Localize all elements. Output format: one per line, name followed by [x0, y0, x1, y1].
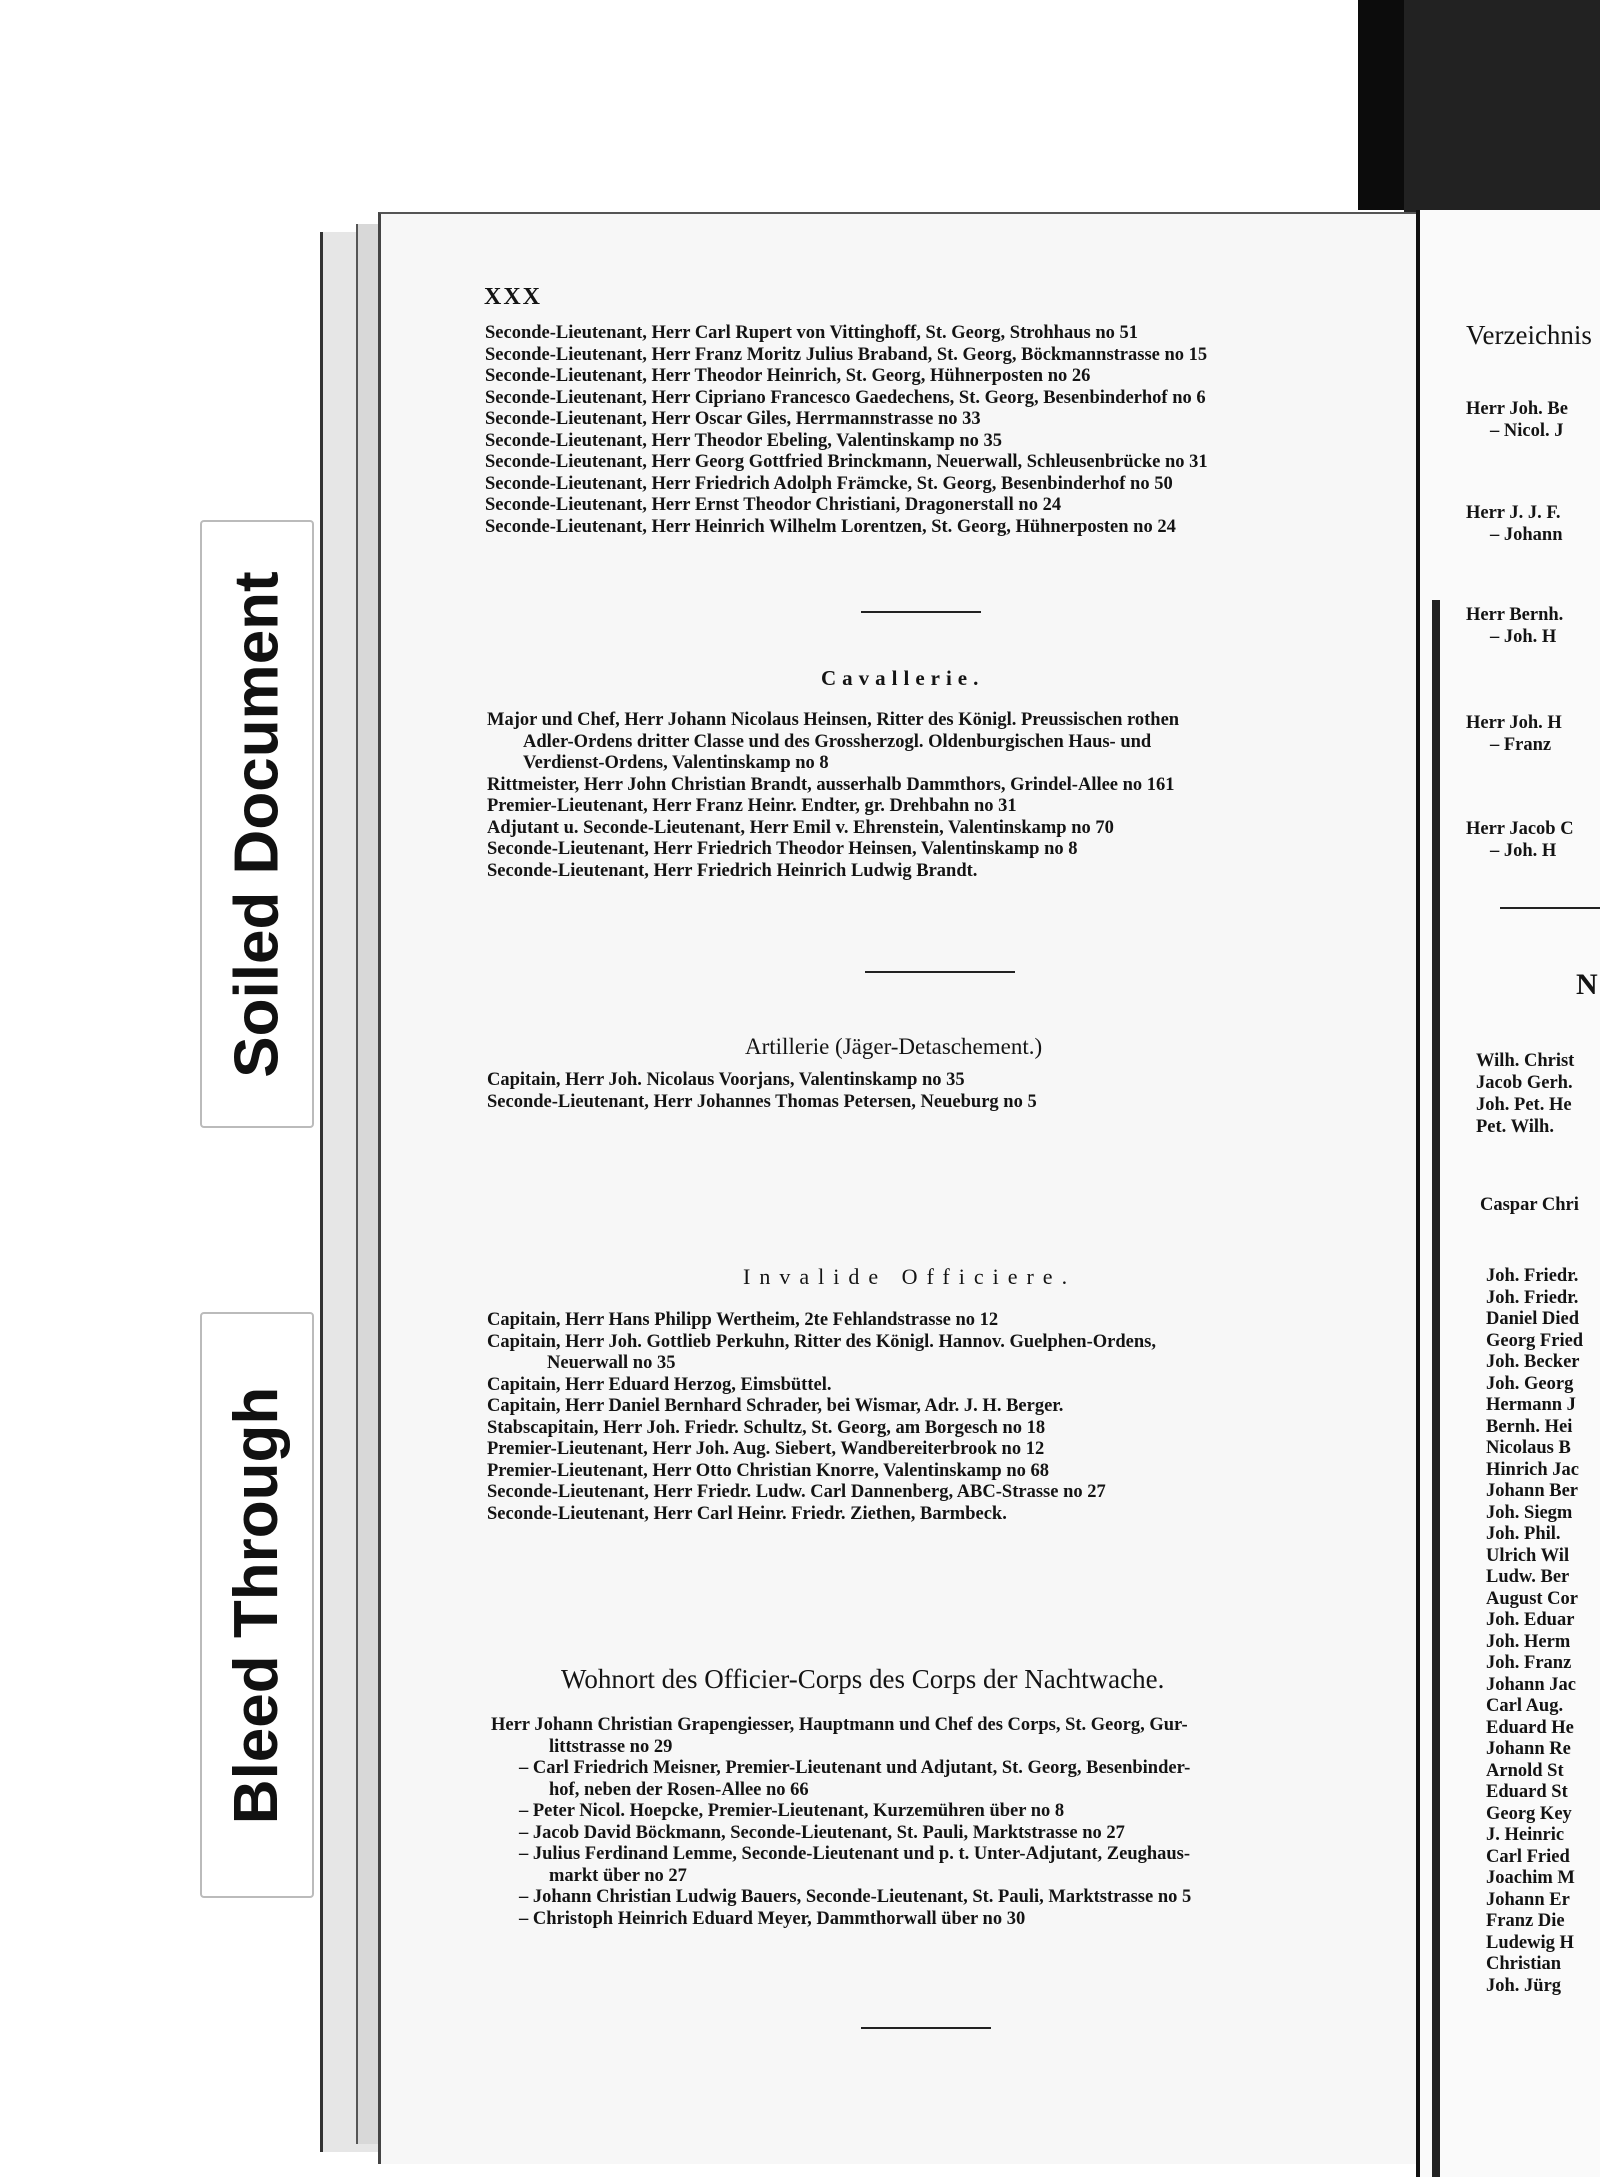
text-line: Joh. Eduar: [1486, 1610, 1575, 1630]
wohnort-heading: Wohnort des Officier-Corps des Corps der Nachtwache.: [561, 1664, 1165, 1694]
binding-shadow-right: [1404, 0, 1600, 230]
text-line: Seconde-Lieutenant, Herr Friedr. Ludw. Carl Dannenberg, ABC-Strasse no 27: [487, 1482, 1106, 1502]
text-line: Seconde-Lieutenant, Herr Carl Heinr. Friedr. Ziethen, Barmbeck.: [487, 1503, 1007, 1524]
text-line: Christian: [1486, 1954, 1562, 1974]
text-line: Eduard St: [1486, 1782, 1568, 1802]
text-line: Bernh. Hei: [1486, 1416, 1573, 1437]
text-line: Joh. Pet. He: [1476, 1095, 1572, 1115]
divider-1: [861, 611, 981, 613]
text-line: Herr Joh. Be: [1466, 399, 1568, 419]
bleed-through-tab: [200, 1312, 314, 1898]
text-line: – Joh. H: [1490, 627, 1557, 647]
text-line: Premier-Lieutenant, Herr Otto Christian Knorre, Valentinskamp no 68: [487, 1460, 1050, 1481]
text-line: Capitain, Herr Joh. Gottlieb Perkuhn, Ritter des Königl. Hannov. Guelphen-Ordens,: [487, 1331, 1156, 1352]
text-line: Joh. Friedr.: [1486, 1287, 1579, 1308]
text-line: Seconde-Lieutenant, Herr Georg Gottfried Brinckmann, Neuerwall, Schleusenbrücke no 31: [485, 452, 1208, 472]
text-line: Seconde-Lieutenant, Herr Theodor Ebeling, Valentinskamp no 35: [485, 430, 1003, 451]
text-line: Carl Fried: [1486, 1846, 1570, 1867]
text-line: Ludw. Ber: [1486, 1567, 1570, 1587]
text-line: hof, neben der Rosen-Allee no 66: [549, 1779, 809, 1800]
text-line: Jacob Gerh.: [1476, 1073, 1573, 1093]
text-line: Johann Er: [1486, 1889, 1570, 1910]
text-line: Carl Aug.: [1486, 1696, 1564, 1716]
text-line: Adjutant u. Seconde-Lieutenant, Herr Emil v. Ehrenstein, Valentinskamp no 70: [487, 817, 1114, 838]
text-line: Johann Ber: [1486, 1481, 1579, 1501]
text-line: – Jacob David Böckmann, Seconde-Lieutenant, St. Pauli, Marktstrasse no 27: [519, 1822, 1125, 1843]
right-page-caspar: Caspar Chri: [1480, 1195, 1579, 1215]
text-line: Seconde-Lieutenant, Herr Heinrich Wilhelm Lorentzen, St. Georg, Hühnerposten no 24: [485, 516, 1176, 537]
text-line: Ludewig H: [1486, 1932, 1574, 1953]
text-line: – Christoph Heinrich Eduard Meyer, Dammthorwall über no 30: [519, 1908, 1026, 1929]
text-line: Johann Jac: [1486, 1674, 1576, 1695]
divider-2: [865, 971, 1015, 973]
text-line: Wilh. Christ: [1476, 1051, 1575, 1071]
right-page-heading: Verzeichnis: [1466, 320, 1592, 350]
text-line: Joh. Jürg: [1486, 1975, 1562, 1996]
text-line: Arnold St: [1486, 1760, 1564, 1781]
text-line: Joh. Phil.: [1486, 1524, 1561, 1544]
text-line: Seconde-Lieutenant, Herr Carl Rupert von Vittinghoff, St. Georg, Strohhaus no 51: [485, 323, 1138, 343]
invalide-heading: Invalide Officiere.: [743, 1264, 1077, 1289]
text-line: Georg Key: [1486, 1803, 1572, 1824]
text-line: – Peter Nicol. Hoepcke, Premier-Lieutenant, Kurzemühren über no 8: [519, 1801, 1065, 1821]
text-line: Rittmeister, Herr John Christian Brandt, ausserhalb Dammthors, Grindel-Allee no 161: [487, 774, 1175, 795]
text-line: Hinrich Jac: [1486, 1459, 1580, 1480]
text-line: Johann Re: [1486, 1739, 1571, 1759]
artillerie-heading: Artillerie (Jäger-Detaschement.): [745, 1034, 1043, 1059]
text-line: Seconde-Lieutenant, Herr Theodor Heinrich, St. Georg, Hühnerposten no 26: [485, 366, 1091, 386]
text-line: Premier-Lieutenant, Herr Joh. Aug. Siebert, Wandbereiterbrook no 12: [487, 1439, 1045, 1459]
text-line: Herr J. J. F.: [1466, 503, 1561, 523]
text-line: Herr Jacob C: [1466, 819, 1574, 839]
text-line: Franz Die: [1486, 1911, 1565, 1931]
text-line: Herr Johann Christian Grapengiesser, Hauptmann und Chef des Corps, St. Georg, Gur-: [491, 1715, 1188, 1735]
text-line: Hermann J: [1486, 1395, 1576, 1415]
right-page-edge: [1432, 600, 1440, 2177]
text-line: Capitain, Herr Daniel Bernhard Schrader, bei Wismar, Adr. J. H. Berger.: [487, 1396, 1064, 1416]
text-line: Seconde-Lieutenant, Herr Cipriano Francesco Gaedechens, St. Georg, Besenbinderhof no 6: [485, 387, 1206, 408]
text-line: – Johann Christian Ludwig Bauers, Seconde-Lieutenant, St. Pauli, Marktstrasse no 5: [519, 1887, 1192, 1907]
left-page: [378, 212, 1424, 2164]
text-line: Adler-Ordens dritter Classe und des Grossherzogl. Oldenburgischen Haus- und: [523, 731, 1152, 752]
right-page-letter: N: [1576, 968, 1598, 1001]
text-line: Joh. Herm: [1486, 1631, 1571, 1652]
text-line: Pet. Wilh.: [1476, 1117, 1554, 1137]
text-line: Herr Joh. H: [1466, 713, 1562, 733]
right-divider: [1500, 907, 1600, 909]
page-number: XXX: [484, 284, 542, 310]
text-line: Seconde-Lieutenant, Herr Friedrich Adolph Främcke, St. Georg, Besenbinderhof no 50: [485, 473, 1173, 494]
text-line: – Julius Ferdinand Lemme, Seconde-Lieutenant und p. t. Unter-Adjutant, Zeughaus-: [519, 1844, 1191, 1864]
text-line: Stabscapitain, Herr Joh. Friedr. Schultz, St. Georg, am Borgesch no 18: [487, 1417, 1046, 1438]
text-line: Joachim M: [1486, 1868, 1575, 1888]
text-line: littstrasse no 29: [549, 1736, 673, 1757]
text-line: Nicolaus B: [1486, 1438, 1571, 1458]
text-line: Neuerwall no 35: [547, 1353, 676, 1373]
cavallerie-heading: Cavallerie.: [821, 666, 985, 690]
text-line: Herr Bernh.: [1466, 605, 1564, 625]
text-line: Joh. Friedr.: [1486, 1266, 1579, 1286]
text-line: – Carl Friedrich Meisner, Premier-Lieutenant und Adjutant, St. Georg, Besenbinder-: [519, 1758, 1191, 1778]
text-line: – Johann: [1490, 525, 1563, 545]
soiled-document-label: Soiled Document: [222, 570, 292, 1078]
text-line: Joh. Franz: [1486, 1653, 1572, 1673]
text-line: Seconde-Lieutenant, Herr Franz Moritz Julius Braband, St. Georg, Böckmannstrasse no 15: [485, 344, 1208, 365]
soiled-document-tab: [200, 520, 314, 1128]
text-line: Ulrich Wil: [1486, 1545, 1570, 1566]
text-line: Joh. Georg: [1486, 1373, 1574, 1394]
text-line: Seconde-Lieutenant, Herr Johannes Thomas Petersen, Neueburg no 5: [487, 1091, 1037, 1112]
text-line: Major und Chef, Herr Johann Nicolaus Heinsen, Ritter des Königl. Preussischen rothen: [487, 710, 1180, 730]
text-line: August Cor: [1486, 1588, 1578, 1609]
text-line: Premier-Lieutenant, Herr Franz Heinr. Endter, gr. Drehbahn no 31: [487, 796, 1017, 816]
text-line: – Franz: [1490, 735, 1552, 755]
text-line: – Nicol. J: [1490, 421, 1564, 441]
text-line: – Joh. H: [1490, 841, 1557, 861]
text-line: Verdienst-Ordens, Valentinskamp no 8: [523, 753, 829, 773]
text-line: Seconde-Lieutenant, Herr Oscar Giles, Herrmannstrasse no 33: [485, 409, 981, 429]
text-line: Seconde-Lieutenant, Herr Friedrich Heinrich Ludwig Brandt.: [487, 860, 978, 881]
text-line: Daniel Died: [1486, 1309, 1580, 1329]
text-line: Capitain, Herr Eduard Herzog, Eimsbüttel.: [487, 1374, 832, 1395]
text-line: Capitain, Herr Joh. Nicolaus Voorjans, Valentinskamp no 35: [487, 1070, 965, 1090]
text-line: Eduard He: [1486, 1717, 1574, 1738]
text-line: Seconde-Lieutenant, Herr Friedrich Theodor Heinsen, Valentinskamp no 8: [487, 839, 1078, 859]
text-line: Joh. Siegm: [1486, 1502, 1573, 1523]
right-page: [1416, 210, 1600, 2177]
text-line: markt über no 27: [549, 1865, 687, 1886]
text-line: Capitain, Herr Hans Philipp Wertheim, 2te Fehlandstrasse no 12: [487, 1310, 999, 1330]
text-line: Seconde-Lieutenant, Herr Ernst Theodor Christiani, Dragonerstall no 24: [485, 495, 1062, 515]
binding-shadow: [1358, 0, 1404, 210]
bleed-through-label: Bleed Through: [222, 1386, 292, 1824]
text-line: Joh. Becker: [1486, 1352, 1580, 1372]
text-line: Georg Fried: [1486, 1330, 1584, 1351]
divider-bottom: [861, 2027, 991, 2029]
text-line: J. Heinric: [1486, 1825, 1565, 1845]
